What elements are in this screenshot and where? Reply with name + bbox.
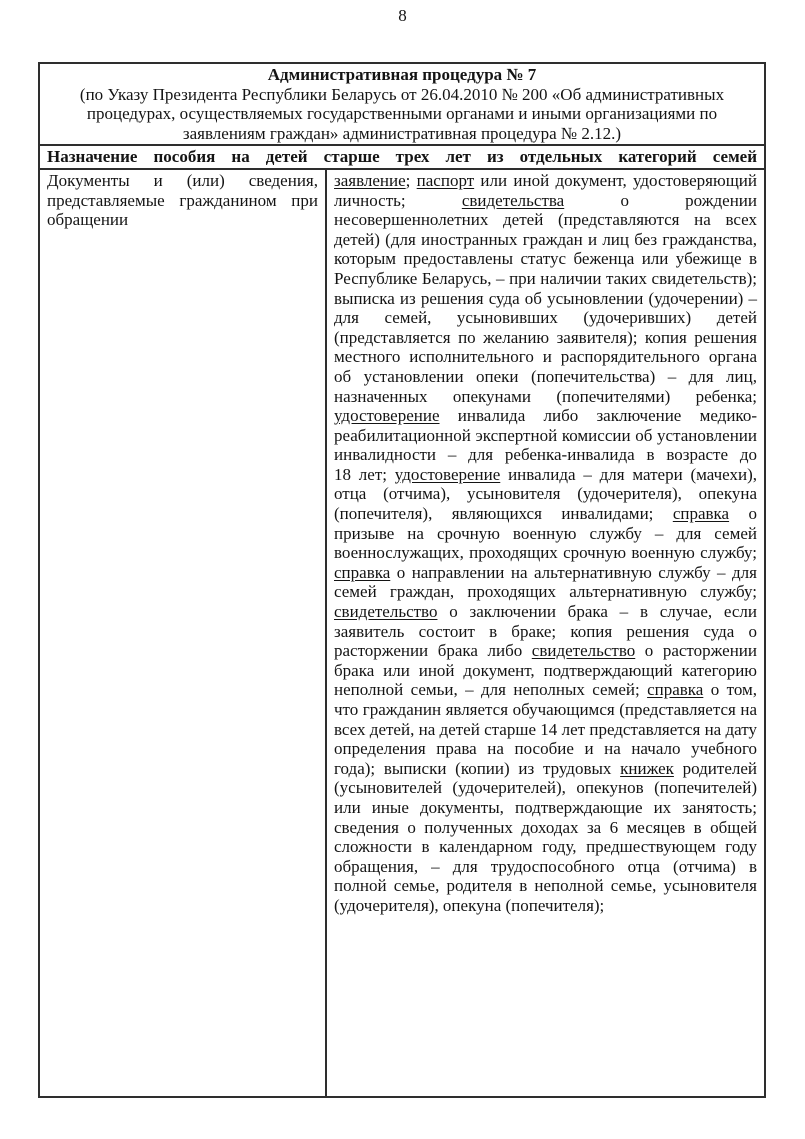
underlined-term: заявление [334, 170, 406, 190]
row-label-documents: Документы и (или) сведения, представляемые гражданином при обращении [39, 169, 326, 1097]
section-header: Назначение пособия на детей старше трех лет из отдельных категорий семей [39, 145, 765, 169]
procedure-subtitle: (по Указу Президента Республики Беларусь от 26.04.2010 № 200 «Об административных процедурах, осуществляемых государственными органами и иными организациями по заявлениям граждан» административная процедура № 2.12.) [79, 84, 725, 143]
procedure-table [38, 62, 766, 1098]
section-header-row [39, 145, 765, 169]
underlined-term: справка [647, 680, 704, 700]
underlined-term: свидетельство [531, 641, 636, 661]
table-title-cell [39, 63, 765, 145]
underlined-term: справка [334, 562, 391, 582]
underlined-term: удостоверение [394, 464, 501, 484]
underlined-term: паспорт [416, 170, 475, 190]
procedure-title: Административная процедура № 7 [267, 65, 537, 84]
underlined-term: книжек [620, 758, 674, 778]
row-content-documents: заявление; паспорт или иной документ, удостоверяющий личность; свидетельства о рождении несовершеннолетних детей (представляются на всех детей) (для иностранных граждан и лиц без гражданства, которым предоставлены статус беженца или убежище в Республике Беларусь, – при наличии таких свидетельств); выписка из решения суда об усыновлении (удочерении) – для семей, усыновивших (удочеривших) детей (представляется по желанию заявителя); копия решения местного исполнительного и распорядительного органа об установлении опеки (попечительства) – для лиц, назначенных опекунами (попечителями) ребенка; удостоверение инвалида либо заключение медико-реабилитационной экспертной комиссии об установлении инвалидности – для ребенка-инвалида в возрасте до 18 лет; удостоверение инвалида – для матери (мачехи), отца (отчима), усыновителя (удочерителя), опекуна (попечителя), являющихся инвалидами; справка о призыве на срочную военную службу – для семей военнослужащих, проходящих срочную военную службу; справка о направлении на альтернативную службу – для семей граждан, проходящих альтернативную службу; свидетельство о заключении брака – в случае, если заявитель состоит в браке; копия решения суда о расторжении брака либо свидетельство о расторжении брака или иной документ, подтверждающий категорию неполной семьи, – для неполных семей; справка о том, что гражданин является обучающимся (представляется на всех детей, на детей старше 14 лет представляется на дату определения права на пособие и на начало учебного года); выписки (копии) из трудовых книжек родителей (усыновителей (удочерителей), опекунов (попечителей) или иные документы, подтверждающие их занятость; сведения о полученных доходах за 6 месяцев в общей сложности в календарном году, предшествующем году обращения, – для трудоспособного отца (отчима) в полной семье, родителя в неполной семье, усыновителя (удочерителя), опекуна (попечителя); [326, 169, 765, 1097]
title-row [39, 63, 765, 145]
underlined-term: свидетельство [334, 602, 438, 622]
underlined-term: удостоверение [334, 406, 440, 426]
underlined-term: свидетельства [461, 190, 565, 210]
underlined-term: справка [672, 504, 730, 524]
page-number: 8 [398, 6, 407, 25]
documents-row [39, 169, 765, 1097]
